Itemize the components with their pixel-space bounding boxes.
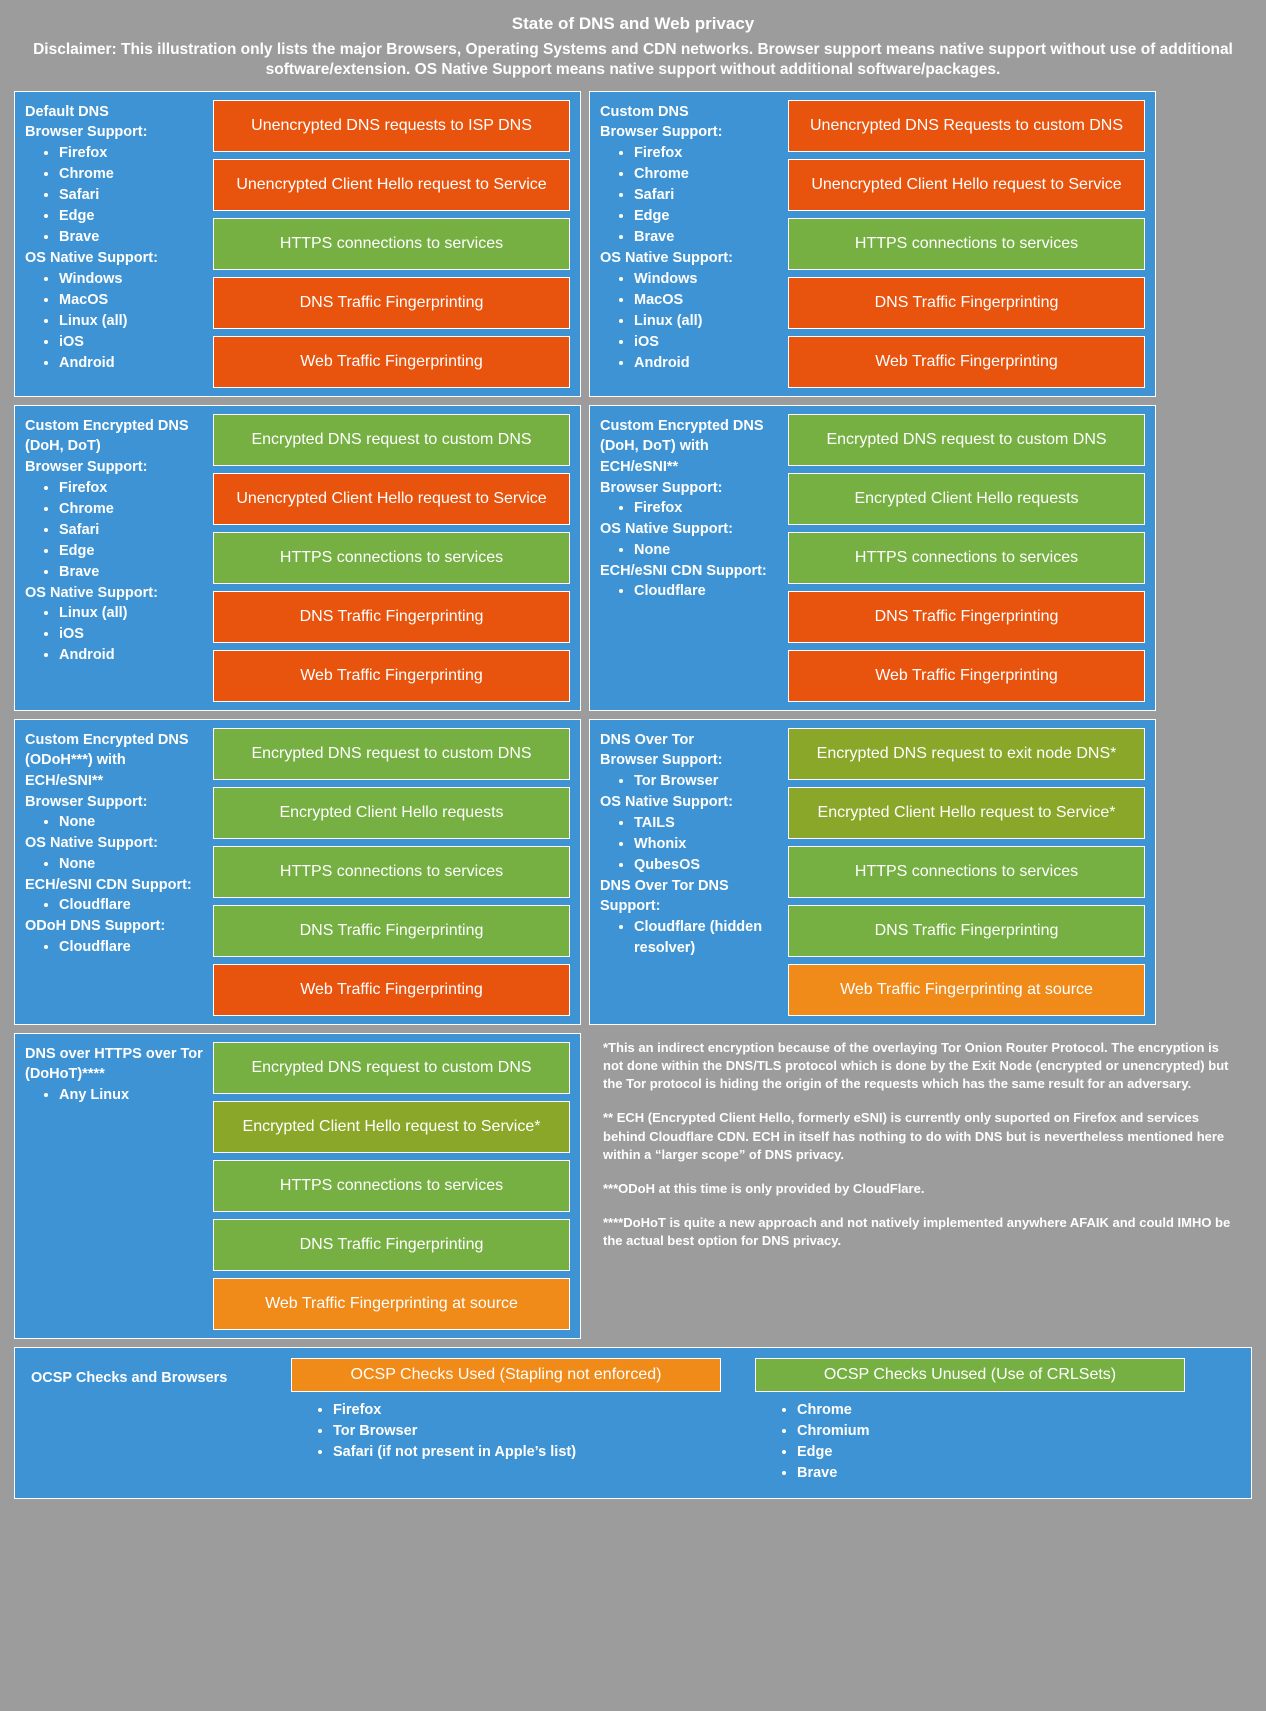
list-item: • Tor Browser	[333, 1421, 721, 1442]
support-list	[600, 771, 782, 792]
status-bar: HTTPS connections to services	[213, 1160, 570, 1212]
panel-bars	[207, 414, 570, 702]
support-list	[600, 143, 782, 248]
section-label: Browser Support:	[600, 479, 723, 496]
list-item: • Android	[634, 353, 782, 374]
status-bar: Encrypted Client Hello requests	[788, 473, 1145, 525]
list-item: • None	[59, 812, 207, 833]
status-bar: DNS Traffic Fingerprinting	[788, 277, 1145, 329]
list-item: • MacOS	[59, 290, 207, 311]
list-item: • MacOS	[634, 290, 782, 311]
ocsp-columns	[291, 1358, 1241, 1484]
list-item: • Firefox	[634, 498, 782, 519]
status-bar: DNS Traffic Fingerprinting	[213, 905, 570, 957]
list-item: • Chrome	[634, 164, 782, 185]
section-label: Browser Support:	[25, 793, 148, 810]
support-list	[600, 917, 782, 959]
list-item: • Chrome	[59, 499, 207, 520]
panel-custom-encrypted-dns	[14, 405, 581, 711]
ocsp-column-title: OCSP Checks Used (Stapling not enforced)	[291, 1358, 721, 1392]
list-item: • Cloudflare	[59, 895, 207, 916]
list-item: • Linux (all)	[634, 311, 782, 332]
panel-dns-over-tor	[589, 719, 1156, 1025]
status-bar: Encrypted Client Hello request to Service*	[213, 1101, 570, 1153]
footnote: ****DoHoT is quite a new approach and not natively implemented anywhere AFAIK and could IMHO be the actual best option for DNS privacy.	[603, 1215, 1231, 1249]
panel-bars	[207, 100, 570, 388]
list-item: • Brave	[797, 1463, 1185, 1484]
list-item: • TAILS	[634, 813, 782, 834]
section-label: Browser Support:	[600, 752, 723, 769]
panel-heading: Custom Encrypted DNS (DoH, DoT) with ECH/eSNI**	[600, 417, 764, 476]
section-label: OS Native Support:	[600, 250, 733, 267]
status-bar: Web Traffic Fingerprinting	[788, 650, 1145, 702]
list-item: • Chromium	[797, 1421, 1185, 1442]
list-item: • Chrome	[797, 1400, 1185, 1421]
panel-heading: Default DNS	[25, 103, 109, 120]
panel-default-dns	[14, 91, 581, 397]
panel-info	[600, 414, 782, 702]
status-bar: Encrypted DNS request to custom DNS	[213, 414, 570, 466]
panel-heading: DNS Over Tor	[600, 731, 695, 748]
list-item: • Edge	[59, 541, 207, 562]
panel-heading: Custom DNS	[600, 103, 689, 120]
list-item: • Safari (if not present in Apple’s list)	[333, 1442, 721, 1463]
footnote: ***ODoH at this time is only provided by CloudFlare.	[603, 1181, 925, 1197]
panel-custom-encrypted-dns-ech	[589, 405, 1156, 711]
support-list	[25, 812, 207, 833]
status-bar: Unencrypted Client Hello request to Service	[213, 473, 570, 525]
ocsp-column-unused	[755, 1358, 1185, 1484]
list-item: • Windows	[59, 269, 207, 290]
status-bar: Encrypted DNS request to custom DNS	[213, 728, 570, 780]
support-list	[25, 937, 207, 958]
section-label: OS Native Support:	[600, 794, 733, 811]
section-label: ECH/eSNI CDN Support:	[600, 562, 767, 579]
list-item: • Whonix	[634, 834, 782, 855]
panel-info	[600, 100, 782, 388]
status-bar: Web Traffic Fingerprinting at source	[213, 1278, 570, 1330]
support-list	[25, 854, 207, 875]
support-list	[600, 581, 782, 602]
list-item: • Safari	[59, 185, 207, 206]
panel-grid	[14, 91, 1252, 1025]
status-bar: Web Traffic Fingerprinting at source	[788, 964, 1145, 1016]
list-item: • Brave	[59, 562, 207, 583]
panel-heading: Custom Encrypted DNS (ODoH***) with ECH/eSNI**	[25, 731, 189, 790]
status-bar: Encrypted Client Hello request to Service*	[788, 787, 1145, 839]
list-item: • Brave	[59, 227, 207, 248]
section-label: OS Native Support:	[25, 835, 158, 852]
status-bar: HTTPS connections to services	[213, 218, 570, 270]
panel-info	[25, 1042, 207, 1330]
footnotes	[589, 1033, 1252, 1339]
list-item: • Any Linux	[59, 1085, 207, 1106]
support-list	[600, 813, 782, 876]
support-list	[600, 269, 782, 374]
panel-bars	[207, 1042, 570, 1330]
status-bar: Web Traffic Fingerprinting	[213, 650, 570, 702]
list-item: • None	[59, 854, 207, 875]
panel-info	[25, 728, 207, 1016]
status-bar: HTTPS connections to services	[788, 846, 1145, 898]
panel-info	[600, 728, 782, 1016]
support-list	[25, 1085, 207, 1106]
status-bar: Web Traffic Fingerprinting	[213, 336, 570, 388]
status-bar: Unencrypted DNS Requests to custom DNS	[788, 100, 1145, 152]
section-label: Browser Support:	[600, 124, 723, 141]
list-item: • Brave	[634, 227, 782, 248]
status-bar: Encrypted Client Hello requests	[213, 787, 570, 839]
section-label: Browser Support:	[25, 459, 148, 476]
support-list	[600, 540, 782, 561]
list-item: • Firefox	[634, 143, 782, 164]
panel-info	[25, 414, 207, 702]
list-item: • Tor Browser	[634, 771, 782, 792]
section-label: OS Native Support:	[600, 521, 733, 538]
panel-dohot	[14, 1033, 581, 1339]
status-bar: Unencrypted Client Hello request to Service	[213, 159, 570, 211]
status-bar: Unencrypted DNS requests to ISP DNS	[213, 100, 570, 152]
status-bar: DNS Traffic Fingerprinting	[788, 905, 1145, 957]
list-item: • Firefox	[59, 143, 207, 164]
status-bar: DNS Traffic Fingerprinting	[213, 277, 570, 329]
list-item: • Linux (all)	[59, 603, 207, 624]
list-item: • QubesOS	[634, 855, 782, 876]
list-item: • iOS	[634, 332, 782, 353]
list-item: • iOS	[59, 624, 207, 645]
support-list	[600, 498, 782, 519]
list-item: • Safari	[634, 185, 782, 206]
list-item: • Windows	[634, 269, 782, 290]
disclaimer-text: Disclaimer: This illustration only lists the major Browsers, Operating Systems and CDN networks. Browser support means native support without use of additional software/extension. OS Native Support means native support without additional software/packages.	[33, 41, 1233, 79]
list-item: • Linux (all)	[59, 311, 207, 332]
panel-bars	[782, 728, 1145, 1016]
status-bar: Web Traffic Fingerprinting	[213, 964, 570, 1016]
list-item: • Cloudflare	[634, 581, 782, 602]
footnote: ** ECH (Encrypted Client Hello, formerly eSNI) is currently only suported on Firefox and services behind Cloudflare CDN. ECH in itself has nothing to do with DNS but is nevertheless mentioned here within a “larger scope” of DNS privacy.	[603, 1110, 1225, 1162]
list-item: • iOS	[59, 332, 207, 353]
panel-heading: DNS over HTTPS over Tor (DoHoT)****	[25, 1045, 203, 1083]
status-bar: Encrypted DNS request to custom DNS	[213, 1042, 570, 1094]
section-label: OS Native Support:	[25, 584, 158, 601]
bottom-row	[14, 1033, 1252, 1339]
list-item: • Edge	[59, 206, 207, 227]
section-label: ODoH DNS Support:	[25, 918, 166, 935]
section-label: ECH/eSNI CDN Support:	[25, 876, 192, 893]
status-bar: Web Traffic Fingerprinting	[788, 336, 1145, 388]
status-bar: HTTPS connections to services	[213, 846, 570, 898]
panel-custom-dns	[589, 91, 1156, 397]
status-bar: DNS Traffic Fingerprinting	[788, 591, 1145, 643]
support-list	[25, 269, 207, 374]
support-list	[25, 143, 207, 248]
list-item: • Android	[59, 645, 207, 666]
panel-info	[25, 100, 207, 388]
ocsp-column-title: OCSP Checks Unused (Use of CRLSets)	[755, 1358, 1185, 1392]
section-label: OS Native Support:	[25, 250, 158, 267]
support-list	[25, 895, 207, 916]
list-item: • Cloudflare	[59, 937, 207, 958]
list-item: • Cloudflare (hidden resolver)	[634, 917, 782, 959]
ocsp-browser-list	[291, 1400, 721, 1463]
panel-bars	[207, 728, 570, 1016]
status-bar: HTTPS connections to services	[788, 218, 1145, 270]
ocsp-heading: OCSP Checks and Browsers	[31, 1369, 228, 1386]
list-item: • Edge	[634, 206, 782, 227]
panel-bars	[782, 100, 1145, 388]
page-title: State of DNS and Web privacy	[511, 14, 755, 33]
support-list	[25, 603, 207, 666]
list-item: • Edge	[797, 1442, 1185, 1463]
status-bar: Encrypted DNS request to exit node DNS*	[788, 728, 1145, 780]
panel-odoh-ech	[14, 719, 581, 1025]
status-bar: Encrypted DNS request to custom DNS	[788, 414, 1145, 466]
list-item: • Firefox	[333, 1400, 721, 1421]
list-item: • Chrome	[59, 164, 207, 185]
status-bar: DNS Traffic Fingerprinting	[213, 591, 570, 643]
section-label: DNS Over Tor DNS Support:	[600, 877, 729, 915]
status-bar: HTTPS connections to services	[213, 532, 570, 584]
status-bar: HTTPS connections to services	[788, 532, 1145, 584]
footnote: *This an indirect encryption because of the overlaying Tor Onion Router Protocol. The encryption is not done within the DNS/TLS protocol which is done by the Exit Node (encrypted or unencrypted) but the Tor protocol is hiding the origin of the requests which has the same result for an adversary.	[603, 1039, 1229, 1092]
panel-heading: Custom Encrypted DNS (DoH, DoT)	[25, 417, 189, 455]
list-item: • Firefox	[59, 478, 207, 499]
support-list	[25, 478, 207, 583]
section-label: Browser Support:	[25, 124, 148, 141]
status-bar: DNS Traffic Fingerprinting	[213, 1219, 570, 1271]
ocsp-column-used	[291, 1358, 721, 1484]
ocsp-browser-list	[755, 1400, 1185, 1484]
list-item: • Safari	[59, 520, 207, 541]
panel-bars	[782, 414, 1145, 702]
list-item: • Android	[59, 353, 207, 374]
panel-ocsp	[14, 1347, 1252, 1499]
list-item: • None	[634, 540, 782, 561]
ocsp-top	[25, 1358, 1241, 1484]
status-bar: Unencrypted Client Hello request to Service	[788, 159, 1145, 211]
